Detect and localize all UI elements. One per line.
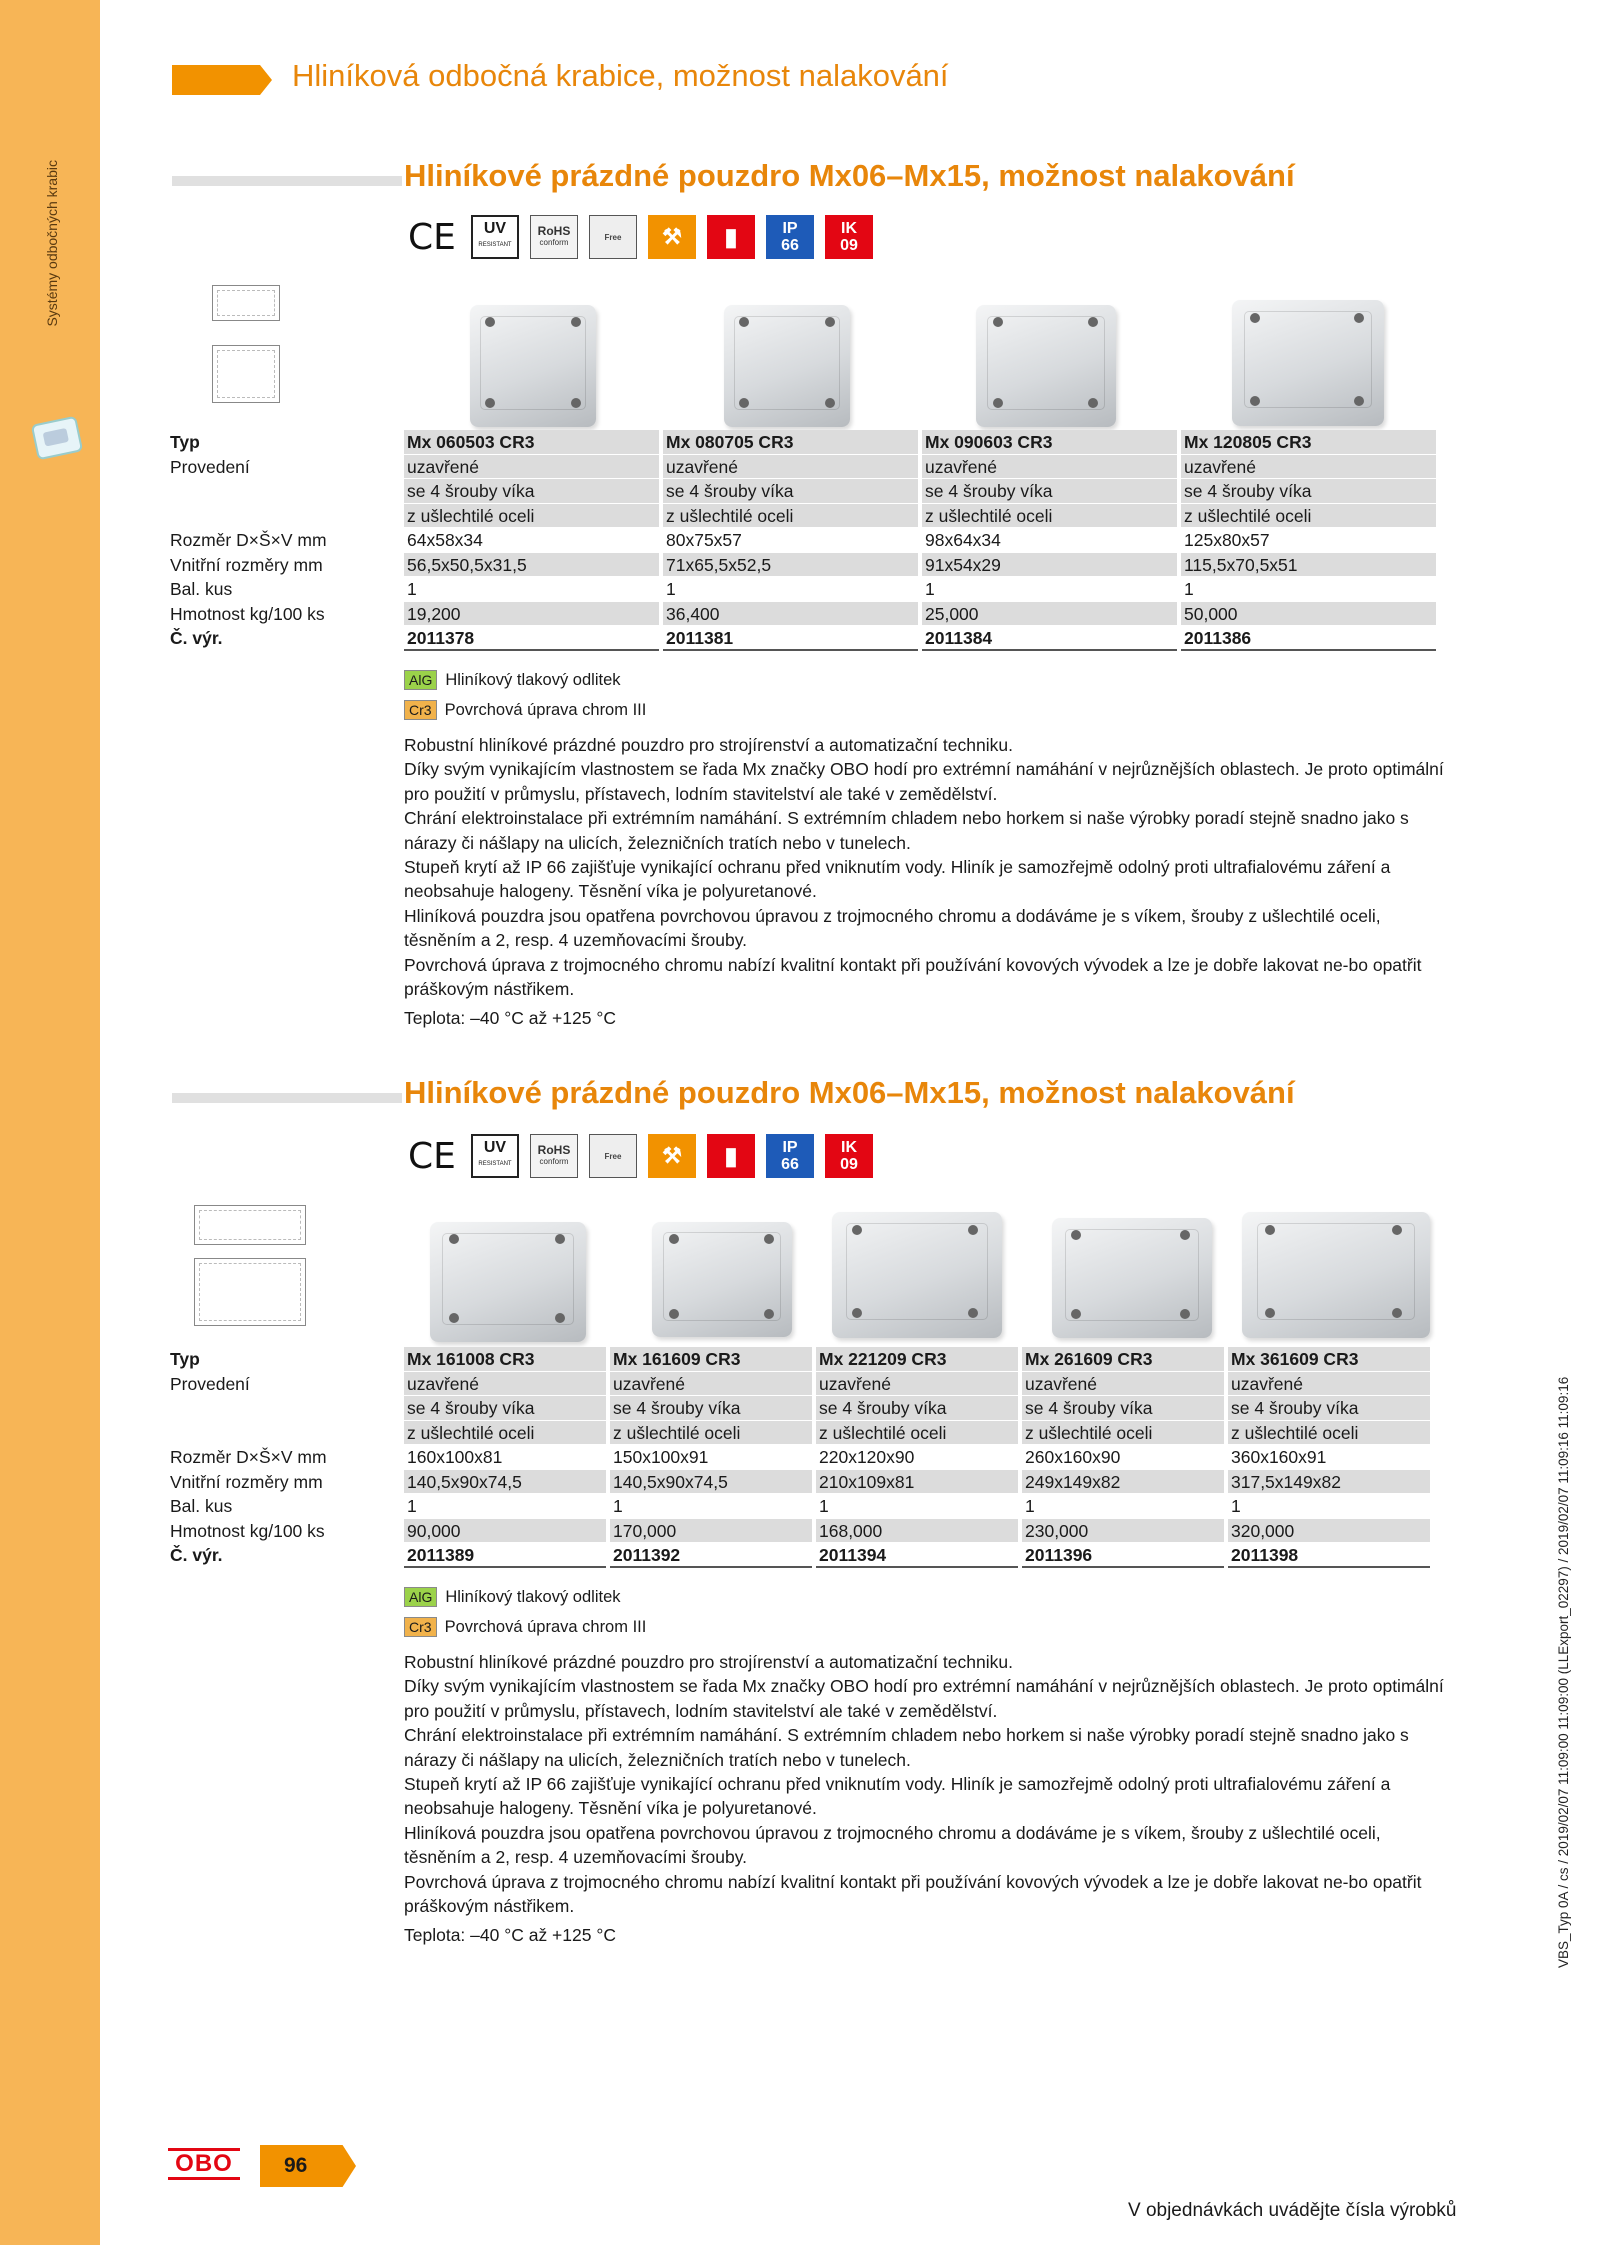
ik-label: IK <box>841 220 857 237</box>
material-tag: AlG <box>404 670 437 690</box>
description-paragraph: Díky svým vynikajícím vlastnostem se řada Mx značky OBO hodí pro extrémní namáhání v nejrůznějších oblastech. Je proto optimální pro použití v průmyslu, přístavech, lodním stavitelství ale také v zemědělství. <box>404 1676 1444 1721</box>
side-view-drawing <box>194 1205 306 1245</box>
screw-icon <box>739 317 749 327</box>
product-image <box>832 1212 1002 1338</box>
product-design: z ušlechtilé oceli <box>816 1421 1018 1446</box>
label-bal: Bal. kus <box>170 579 233 599</box>
description-paragraph: Robustní hliníkové prázdné pouzdro pro strojírenství a automatizační techniku. <box>404 1652 1013 1672</box>
legend-text: Hliníkový tlakový odlitek <box>445 670 621 689</box>
product-image <box>1242 1212 1430 1338</box>
product-weight: 50,000 <box>1181 602 1436 627</box>
side-view-drawing <box>212 285 280 321</box>
spec-table <box>404 430 1440 651</box>
product-weight: 36,400 <box>663 602 918 627</box>
ik09-icon <box>825 1134 873 1178</box>
product-pack: 1 <box>1181 577 1436 602</box>
product-image <box>470 305 596 427</box>
product-design: se 4 šrouby víka <box>404 479 659 504</box>
uv-label: UV <box>483 1139 507 1156</box>
legend-text: Hliníkový tlakový odlitek <box>445 1587 621 1606</box>
label-cislo: Č. výr. <box>170 628 223 648</box>
material-tag: Cr3 <box>404 700 437 720</box>
label-provedeni: Provedení <box>170 456 250 477</box>
screw-icon <box>993 398 1003 408</box>
product-design: uzavřené <box>663 455 918 480</box>
product-column <box>663 430 918 651</box>
ip66-icon <box>766 1134 814 1178</box>
ce-mark-icon: CE <box>408 216 456 258</box>
product-weight: 170,000 <box>610 1519 812 1544</box>
top-view-drawing <box>212 345 280 403</box>
ik09-icon <box>825 215 873 259</box>
legend-item <box>404 1612 646 1642</box>
ip66-icon <box>766 215 814 259</box>
product-design: uzavřené <box>1022 1372 1224 1397</box>
product-design: z ušlechtilé oceli <box>663 504 918 529</box>
description-paragraph: Hliníková pouzdra jsou opatřena povrchovou úpravou z trojmocného chromu a dodáváme je s víkem, šrouby z ušlechtilé oceli, těsněním a 2, resp. 4 uzemňovacími šrouby. <box>404 905 1381 951</box>
product-design: uzavřené <box>404 455 659 480</box>
product-inner-dimension: 210x109x81 <box>816 1470 1018 1495</box>
screw-icon <box>825 317 835 327</box>
obo-logo: OBO <box>168 2148 240 2180</box>
ik-value: 09 <box>840 237 858 254</box>
product-type: Mx 161609 CR3 <box>610 1347 812 1372</box>
screw-icon <box>739 398 749 408</box>
product-weight: 168,000 <box>816 1519 1018 1544</box>
product-design: z ušlechtilé oceli <box>1228 1421 1430 1446</box>
material-tag: Cr3 <box>404 1617 437 1637</box>
sidebar-label: Systémy odbočných krabic <box>44 160 60 327</box>
product-design: se 4 šrouby víka <box>1181 479 1436 504</box>
screw-icon <box>764 1234 774 1244</box>
product-number: 2011386 <box>1181 626 1436 651</box>
legend-text: Povrchová úprava chrom III <box>444 1617 647 1636</box>
title-accent-bar <box>172 65 272 95</box>
screw-icon <box>571 317 581 327</box>
label-provedeni: Provedení <box>170 1373 250 1394</box>
section-divider <box>172 1093 402 1103</box>
uv-sub-label: RESISTANT <box>478 242 512 248</box>
product-design: z ušlechtilé oceli <box>404 504 659 529</box>
product-pack: 1 <box>1022 1494 1224 1519</box>
fire-resistance-icon: ▮ <box>707 1134 755 1178</box>
product-column <box>610 1347 812 1568</box>
product-dimension: 220x120x90 <box>816 1445 1018 1470</box>
screw-icon <box>485 317 495 327</box>
uv-sub-label: RESISTANT <box>478 1161 512 1167</box>
product-number: 2011384 <box>922 626 1177 651</box>
product-column <box>816 1347 1018 1568</box>
product-type: Mx 120805 CR3 <box>1181 430 1436 455</box>
spec-table <box>404 1347 1434 1568</box>
product-image <box>724 305 850 427</box>
product-weight: 320,000 <box>1228 1519 1430 1544</box>
screw-icon <box>1250 396 1260 406</box>
product-type: Mx 090603 CR3 <box>922 430 1177 455</box>
product-image <box>1052 1218 1212 1338</box>
screw-icon <box>1071 1309 1081 1319</box>
product-dimension: 80x75x57 <box>663 528 918 553</box>
legend-item <box>404 665 646 695</box>
product-number: 2011378 <box>404 626 659 651</box>
screw-icon <box>1088 398 1098 408</box>
product-image <box>430 1222 586 1342</box>
product-column <box>1022 1347 1224 1568</box>
product-pack: 1 <box>1228 1494 1430 1519</box>
screw-icon <box>968 1225 978 1235</box>
product-dimension: 160x100x81 <box>404 1445 606 1470</box>
ce-mark-icon: CE <box>408 1135 456 1177</box>
screw-icon <box>669 1309 679 1319</box>
product-type: Mx 060503 CR3 <box>404 430 659 455</box>
screw-icon <box>669 1234 679 1244</box>
spec-labels <box>170 430 327 651</box>
product-design: se 4 šrouby víka <box>1022 1396 1224 1421</box>
product-design: uzavřené <box>1181 455 1436 480</box>
product-design: se 4 šrouby víka <box>1228 1396 1430 1421</box>
print-metadata: VBS_Typ 0A / cs / 2019/02/07 11:09:00 11:09:00 (LLExport_02297) / 2019/02/07 11:09:16 11:09:16 <box>1556 1376 1571 1968</box>
screw-icon <box>449 1313 459 1323</box>
label-typ: Typ <box>170 432 200 452</box>
product-design: se 4 šrouby víka <box>816 1396 1018 1421</box>
material-legend <box>404 665 646 725</box>
product-dimension: 64x58x34 <box>404 528 659 553</box>
section-divider <box>172 176 402 186</box>
product-inner-dimension: 249x149x82 <box>1022 1470 1224 1495</box>
material-tag: AlG <box>404 1587 437 1607</box>
label-bal: Bal. kus <box>170 1496 233 1516</box>
screw-icon <box>764 1309 774 1319</box>
screw-icon <box>1265 1308 1275 1318</box>
product-pack: 1 <box>816 1494 1018 1519</box>
screw-icon <box>1354 313 1364 323</box>
product-pack: 1 <box>610 1494 812 1519</box>
label-hmotnost: Hmotnost kg/100 ks <box>170 1520 325 1541</box>
label-hmotnost: Hmotnost kg/100 ks <box>170 603 325 624</box>
top-view-drawing <box>194 1258 306 1326</box>
certification-icons <box>404 1131 873 1181</box>
product-type: Mx 261609 CR3 <box>1022 1347 1224 1372</box>
junction-box-icon <box>31 416 83 461</box>
screw-icon <box>1180 1309 1190 1319</box>
ip-label: IP <box>782 220 798 237</box>
product-inner-dimension: 140,5x90x74,5 <box>404 1470 606 1495</box>
product-design: z ušlechtilé oceli <box>610 1421 812 1446</box>
ik-value: 09 <box>840 1156 858 1173</box>
product-pack: 1 <box>404 1494 606 1519</box>
description-paragraph: Díky svým vynikajícím vlastnostem se řada Mx značky OBO hodí pro extrémní namáhání v nejrůznějších oblastech. Je proto optimální pro použití v průmyslu, přístavech, lodním stavitelství ale také v zemědělství. <box>404 759 1444 804</box>
product-inner-dimension: 56,5x50,5x31,5 <box>404 553 659 578</box>
product-inner-dimension: 317,5x149x82 <box>1228 1470 1430 1495</box>
legend-item <box>404 695 646 725</box>
product-dimension: 150x100x91 <box>610 1445 812 1470</box>
label-rozmer: Rozměr D×Š×V mm <box>170 1447 327 1467</box>
label-rozmer: Rozměr D×Š×V mm <box>170 530 327 550</box>
description-paragraph: Chrání elektroinstalace při extrémním namáhání. S extrémním chladem nebo horkem si naše výrobky poradí stejně snadno jako s nárazy či nášlapy na ulicích, železničních tratích nebo v tunelech. <box>404 808 1409 853</box>
product-pack: 1 <box>663 577 918 602</box>
ip-value: 66 <box>781 237 799 254</box>
product-design: uzavřené <box>404 1372 606 1397</box>
product-column <box>404 1347 606 1568</box>
section-title: Hliníkové prázdné pouzdro Mx06–Mx15, možnost nalakování <box>404 158 1295 193</box>
screw-icon <box>571 398 581 408</box>
legend-item <box>404 1582 646 1612</box>
label-typ: Typ <box>170 1349 200 1369</box>
rohs-label: RoHS <box>537 1143 571 1157</box>
screw-icon <box>485 398 495 408</box>
screw-icon <box>1265 1225 1275 1235</box>
product-pack: 1 <box>404 577 659 602</box>
product-type: Mx 221209 CR3 <box>816 1347 1018 1372</box>
product-image <box>652 1222 792 1337</box>
tool-icon: ⚒ <box>648 1134 696 1178</box>
product-design: se 4 šrouby víka <box>404 1396 606 1421</box>
product-image <box>976 305 1116 427</box>
product-inner-dimension: 140,5x90x74,5 <box>610 1470 812 1495</box>
uv-label: UV <box>483 220 507 237</box>
description-paragraph: Hliníková pouzdra jsou opatřena povrchovou úpravou z trojmocného chromu a dodáváme je s víkem, šrouby z ušlechtilé oceli, těsněním a 2, resp. 4 uzemňovacími šrouby. <box>404 1822 1381 1868</box>
product-design: se 4 šrouby víka <box>922 479 1177 504</box>
product-design: z ušlechtilé oceli <box>1022 1421 1224 1446</box>
screw-icon <box>1071 1230 1081 1240</box>
spec-labels <box>170 1347 327 1568</box>
rohs-sub-label: conform <box>539 238 569 247</box>
fire-resistance-icon: ▮ <box>707 215 755 259</box>
description-paragraph: Povrchová úprava z trojmocného chromu nabízí kvalitní kontakt při používání kovových vývodek a lze je dobře lakovat ne-bo opatřit práškovým nástřikem. <box>404 1871 1422 1917</box>
product-number: 2011396 <box>1022 1543 1224 1568</box>
product-design: z ušlechtilé oceli <box>404 1421 606 1446</box>
page-number: 96 <box>284 2154 308 2177</box>
screw-icon <box>852 1308 862 1318</box>
halogen-free-icon: Free <box>589 1134 637 1178</box>
screw-icon <box>968 1308 978 1318</box>
temperature-range: Teplota: –40 °C až +125 °C <box>404 1008 616 1029</box>
screw-icon <box>1392 1308 1402 1318</box>
product-design: uzavřené <box>1228 1372 1430 1397</box>
product-dimension: 260x160x90 <box>1022 1445 1224 1470</box>
product-column <box>1181 430 1436 651</box>
product-number: 2011392 <box>610 1543 812 1568</box>
tool-icon: ⚒ <box>648 215 696 259</box>
sidebar <box>0 0 100 2245</box>
rohs-icon <box>530 1134 578 1178</box>
description-paragraph: Chrání elektroinstalace při extrémním namáhání. S extrémním chladem nebo horkem si naše výrobky poradí stejně snadno jako s nárazy či nášlapy na ulicích, železničních tratích nebo v tunelech. <box>404 1725 1409 1770</box>
description-paragraph: Stupeň krytí až IP 66 zajišťuje vynikající ochranu před vniknutím vody. Hliník je samozřejmě odolný proti ultrafialovému záření a neobsahuje halogeny. Těsnění víka je polyuretanové. <box>404 857 1391 902</box>
product-column <box>1228 1347 1430 1568</box>
product-design: uzavřené <box>816 1372 1018 1397</box>
description-paragraph: Stupeň krytí až IP 66 zajišťuje vynikající ochranu před vniknutím vody. Hliník je samozřejmě odolný proti ultrafialovému záření a neobsahuje halogeny. Těsnění víka je polyuretanové. <box>404 1774 1391 1819</box>
product-number: 2011381 <box>663 626 918 651</box>
product-number: 2011389 <box>404 1543 606 1568</box>
screw-icon <box>1088 317 1098 327</box>
product-type: Mx 161008 CR3 <box>404 1347 606 1372</box>
rohs-icon <box>530 215 578 259</box>
product-inner-dimension: 115,5x70,5x51 <box>1181 553 1436 578</box>
product-dimension: 98x64x34 <box>922 528 1177 553</box>
description-paragraph: Povrchová úprava z trojmocného chromu nabízí kvalitní kontakt při používání kovových vývodek a lze je dobře lakovat ne-bo opatřit práškovým nástřikem. <box>404 954 1422 1000</box>
screw-icon <box>993 317 1003 327</box>
label-vnitrni: Vnitřní rozměry mm <box>170 554 323 575</box>
product-weight: 90,000 <box>404 1519 606 1544</box>
screw-icon <box>555 1313 565 1323</box>
footer-note: V objednávkách uvádějte čísla výrobků <box>1128 2200 1457 2221</box>
product-column <box>404 430 659 651</box>
product-design: uzavřené <box>610 1372 812 1397</box>
description-paragraph: Robustní hliníkové prázdné pouzdro pro strojírenství a automatizační techniku. <box>404 735 1013 755</box>
product-dimension: 125x80x57 <box>1181 528 1436 553</box>
product-pack: 1 <box>922 577 1177 602</box>
screw-icon <box>1180 1230 1190 1240</box>
screw-icon <box>449 1234 459 1244</box>
screw-icon <box>852 1225 862 1235</box>
uv-resistant-icon <box>471 1134 519 1178</box>
product-design: se 4 šrouby víka <box>663 479 918 504</box>
product-dimension: 360x160x91 <box>1228 1445 1430 1470</box>
uv-resistant-icon <box>471 215 519 259</box>
certification-icons <box>404 212 873 262</box>
ip-label: IP <box>782 1139 798 1156</box>
screw-icon <box>555 1234 565 1244</box>
product-inner-dimension: 91x54x29 <box>922 553 1177 578</box>
product-number: 2011398 <box>1228 1543 1430 1568</box>
temperature-range: Teplota: –40 °C až +125 °C <box>404 1925 616 1946</box>
page-title: Hliníková odbočná krabice, možnost nalakování <box>292 58 949 93</box>
product-description <box>404 1650 1449 1948</box>
product-image <box>1232 300 1384 426</box>
label-cislo: Č. výr. <box>170 1545 223 1565</box>
product-weight: 25,000 <box>922 602 1177 627</box>
product-design: z ušlechtilé oceli <box>922 504 1177 529</box>
product-description <box>404 733 1449 1031</box>
halogen-free-icon: Free <box>589 215 637 259</box>
screw-icon <box>1354 396 1364 406</box>
label-vnitrni: Vnitřní rozměry mm <box>170 1471 323 1492</box>
product-design: uzavřené <box>922 455 1177 480</box>
screw-icon <box>1392 1225 1402 1235</box>
product-design: z ušlechtilé oceli <box>1181 504 1436 529</box>
product-weight: 230,000 <box>1022 1519 1224 1544</box>
ik-label: IK <box>841 1139 857 1156</box>
legend-text: Povrchová úprava chrom III <box>444 700 647 719</box>
rohs-sub-label: conform <box>539 1157 569 1166</box>
page-number-badge <box>260 2145 356 2187</box>
product-design: se 4 šrouby víka <box>610 1396 812 1421</box>
product-type: Mx 361609 CR3 <box>1228 1347 1430 1372</box>
rohs-label: RoHS <box>537 224 571 238</box>
product-type: Mx 080705 CR3 <box>663 430 918 455</box>
product-number: 2011394 <box>816 1543 1018 1568</box>
ip-value: 66 <box>781 1156 799 1173</box>
product-weight: 19,200 <box>404 602 659 627</box>
screw-icon <box>1250 313 1260 323</box>
material-legend <box>404 1582 646 1642</box>
section-title: Hliníkové prázdné pouzdro Mx06–Mx15, možnost nalakování <box>404 1075 1295 1110</box>
product-column <box>922 430 1177 651</box>
screw-icon <box>825 398 835 408</box>
product-inner-dimension: 71x65,5x52,5 <box>663 553 918 578</box>
